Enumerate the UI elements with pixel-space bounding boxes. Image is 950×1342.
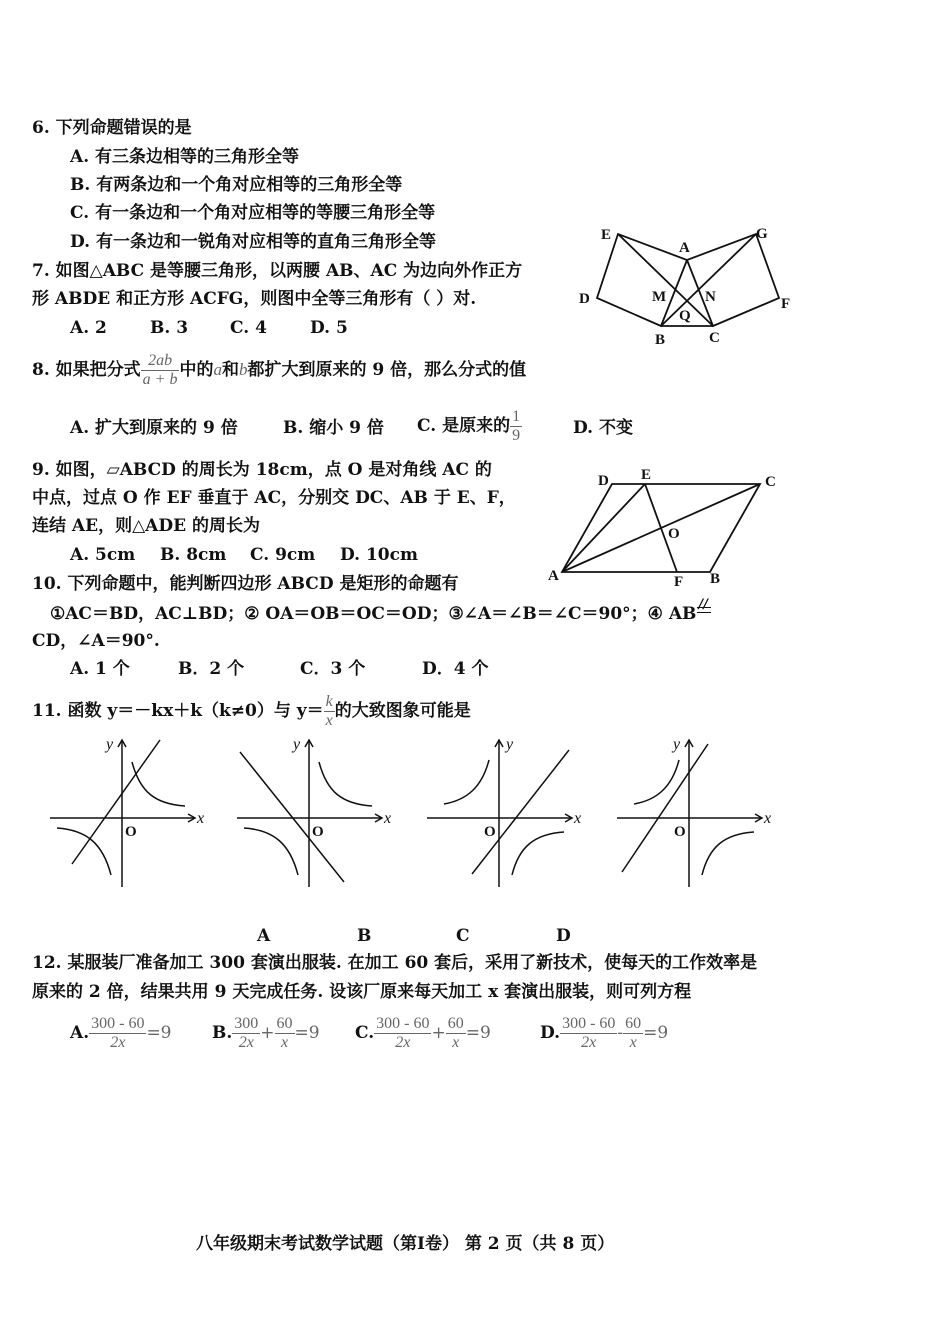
q12-d-frac2 (623, 1015, 643, 1052)
q11-graph-b-y-label: y (293, 736, 301, 753)
q7-label-n: N (705, 289, 716, 305)
q12-d-op: - (617, 1023, 624, 1043)
q11-graph-c-y-label: y (506, 736, 514, 753)
q7-label-a: A (679, 240, 690, 256)
q12-c-n2: 60 (447, 1015, 464, 1032)
q8-fraction (141, 352, 180, 389)
q12-d-n2: 60 (625, 1015, 642, 1032)
q11-frac-num: k (325, 693, 333, 710)
q8-frac-num: 2ab (141, 352, 180, 371)
q12-a-label: A. (70, 1023, 90, 1043)
q12-b-label: B. (212, 1023, 233, 1043)
q11-label-d: D (556, 926, 571, 946)
q8-option-c-den: 9 (512, 427, 521, 444)
q11-graph-a (45, 732, 215, 892)
q8-option-c-frac (510, 408, 522, 445)
q11-graph-b (232, 732, 402, 892)
q6-stem: 6. 下列命题错误的是 (32, 118, 192, 138)
q8-mid2: 和 (221, 360, 239, 380)
q8-option-c (417, 405, 522, 447)
q7-label-q: Q (679, 308, 691, 324)
q12-b-d2: x (280, 1034, 289, 1051)
q9-line3: 连结 AE，则△ADE 的周长为 (32, 516, 260, 536)
q12-d-frac1 (560, 1015, 617, 1052)
q12-d-n1: 300 - 60 (562, 1015, 616, 1032)
q11-graph-a-origin: O (125, 824, 137, 840)
q8-var-a: a (213, 360, 222, 379)
q9-line1: 9. 如图，▱ABCD 的周长为 18cm，点 O 是对角线 AC 的 (32, 460, 492, 480)
q12-line1: 12. 某服装厂准备加工 300 套演出服装. 在加工 60 套后，采用了新技术，使每天的工作效率是 (32, 953, 758, 973)
q10-conditions: ①AC＝BD，AC⊥BD；② OA＝OB＝OC＝OD；③∠A＝∠B＝∠C＝90°；④ AB (50, 604, 697, 624)
q9-option-c: C. 9cm (250, 545, 316, 565)
q11-graph-d (612, 732, 782, 892)
q12-c-label: C. (355, 1023, 375, 1043)
q12-b-n2: 60 (276, 1015, 293, 1032)
q10-option-c: C．3 个 (300, 659, 366, 679)
q8-suffix: 都扩大到原来的 9 倍，那么分式的值 (247, 360, 527, 380)
q12-d-label: D. (540, 1023, 561, 1043)
q7-option-b: B. 3 (150, 318, 189, 338)
q11-graph-d-y-label: y (673, 736, 681, 753)
q11-label-a: A (257, 926, 271, 946)
q9-option-b: B. 8cm (160, 545, 227, 565)
q11-graph-c-origin: O (484, 824, 496, 840)
q9-label-f: F (674, 574, 684, 590)
q7-option-d: D. 5 (310, 318, 348, 338)
q8-option-a: A. 扩大到原来的 9 倍 (70, 418, 238, 438)
q12-c-d2: x (452, 1034, 460, 1051)
q11-graph-d-origin: O (674, 824, 686, 840)
q12-a-rhs: =9 (146, 1023, 172, 1043)
q12-a-den: 2x (110, 1034, 126, 1051)
q7-line1: 7. 如图△ABC 是等腰三角形，以两腰 AB、AC 为边向外作正方 (32, 261, 523, 281)
q12-c-rhs: =9 (465, 1023, 491, 1043)
q12-b-d1: 2x (238, 1034, 254, 1051)
q8-mid1: 中的 (179, 360, 214, 380)
q9-label-e: E (641, 467, 652, 483)
q7-figure (575, 222, 795, 350)
q12-d-d1: 2x (581, 1034, 597, 1051)
q7-option-a: A. 2 (70, 318, 107, 338)
q11-prefix: 11. 函数 y＝－kx＋k（k≠0）与 y＝ (32, 701, 324, 721)
q11-graph-b-origin: O (312, 824, 324, 840)
q11-stem (32, 690, 471, 732)
q9-label-b: B (710, 571, 721, 587)
q11-label-c: C (456, 926, 470, 946)
q12-c-d1: 2x (395, 1034, 411, 1051)
q7-label-d: D (579, 291, 590, 307)
q11-graph-c-x-label: x (574, 810, 582, 827)
page-footer: 八年级期末考试数学试题（第Ⅰ卷） 第 2 页（共 8 页） (196, 1234, 615, 1254)
parallel-equal-symbol: // (696, 603, 714, 621)
q9-line2: 中点，过点 O 作 EF 垂直于 AC，分别交 DC、AB 于 E、F， (32, 488, 516, 508)
q12-a-num: 300 - 60 (91, 1015, 145, 1032)
q11-graph-a-y-label: y (106, 736, 114, 753)
q7-label-e: E (601, 227, 612, 243)
q6-option-c: C. 有一条边和一个角对应相等的等腰三角形全等 (70, 203, 436, 223)
q7-label-f: F (781, 296, 791, 312)
q10-line2 (50, 597, 714, 624)
q12-option-b (212, 1011, 320, 1055)
q9-label-c: C (765, 474, 776, 490)
q10-option-d: D．4 个 (422, 659, 489, 679)
q7-line2: 形 ABDE 和正方形 ACFG，则图中全等三角形有（ ）对. (32, 289, 477, 309)
q8-option-b: B. 缩小 9 倍 (283, 418, 384, 438)
q8-option-c-num: 1 (512, 408, 521, 425)
q8-frac-den: a + b (142, 371, 178, 388)
q12-option-d (540, 1011, 668, 1055)
q12-b-n1: 300 (234, 1015, 259, 1032)
q12-b-op: + (260, 1023, 275, 1043)
q10-option-a: A. 1 个 (70, 659, 130, 679)
q7-label-b: B (655, 332, 666, 348)
q12-line2: 原来的 2 倍，结果共用 9 天完成任务. 设该厂原来每天加工 x 套演出服装，则可列方程 (32, 982, 692, 1002)
q9-label-d: D (598, 473, 609, 489)
q8-option-c-text: C. 是原来的 (417, 416, 511, 436)
q6-option-a: A. 有三条边相等的三角形全等 (70, 147, 300, 167)
q9-label-o: O (668, 526, 680, 542)
q11-suffix: 的大致图象可能是 (334, 701, 471, 721)
q9-option-d: D. 10cm (340, 545, 418, 565)
q11-graph-c (422, 732, 592, 892)
q8-stem (32, 350, 526, 390)
q11-fraction (324, 693, 335, 730)
q12-b-rhs: =9 (294, 1023, 320, 1043)
q6-option-d: D. 有一条边和一锐角对应相等的直角三角形全等 (70, 232, 436, 252)
q11-graph-b-x-label: x (384, 810, 392, 827)
q12-d-rhs: =9 (643, 1023, 669, 1043)
q6-option-b: B. 有两条边和一个角对应相等的三角形全等 (70, 175, 403, 195)
q7-option-c: C. 4 (230, 318, 267, 338)
q11-frac-den: x (325, 712, 333, 729)
q10-option-b: B．2 个 (178, 659, 245, 679)
q9-label-a: A (548, 568, 559, 584)
q8-prefix: 8. 如果把分式 (32, 360, 141, 380)
q10-line3: CD，∠A＝90°. (32, 631, 160, 651)
q12-c-op: + (431, 1023, 446, 1043)
q12-b-frac1 (232, 1015, 260, 1052)
q8-option-d: D. 不变 (573, 418, 633, 438)
q11-graph-a-x-label: x (197, 810, 205, 827)
q9-figure (540, 462, 790, 590)
q11-graph-d-x-label: x (764, 810, 772, 827)
q10-stem: 10. 下列命题中，能判断四边形 ABCD 是矩形的命题有 (32, 574, 459, 594)
q12-c-frac1 (374, 1015, 431, 1052)
q12-d-d2: x (629, 1034, 637, 1051)
q12-option-c (355, 1011, 491, 1055)
q7-label-m: M (652, 289, 667, 305)
q12-c-frac2 (446, 1015, 466, 1052)
q12-option-a (70, 1011, 172, 1055)
q8-var-b: b (238, 360, 248, 379)
q7-label-c: C (709, 330, 720, 346)
q9-option-a: A. 5cm (70, 545, 136, 565)
q12-c-n1: 300 - 60 (376, 1015, 430, 1032)
q7-label-g: G (756, 226, 768, 242)
q12-a-frac (89, 1015, 146, 1052)
q11-label-b: B (357, 926, 372, 946)
q12-b-frac2 (275, 1015, 295, 1052)
